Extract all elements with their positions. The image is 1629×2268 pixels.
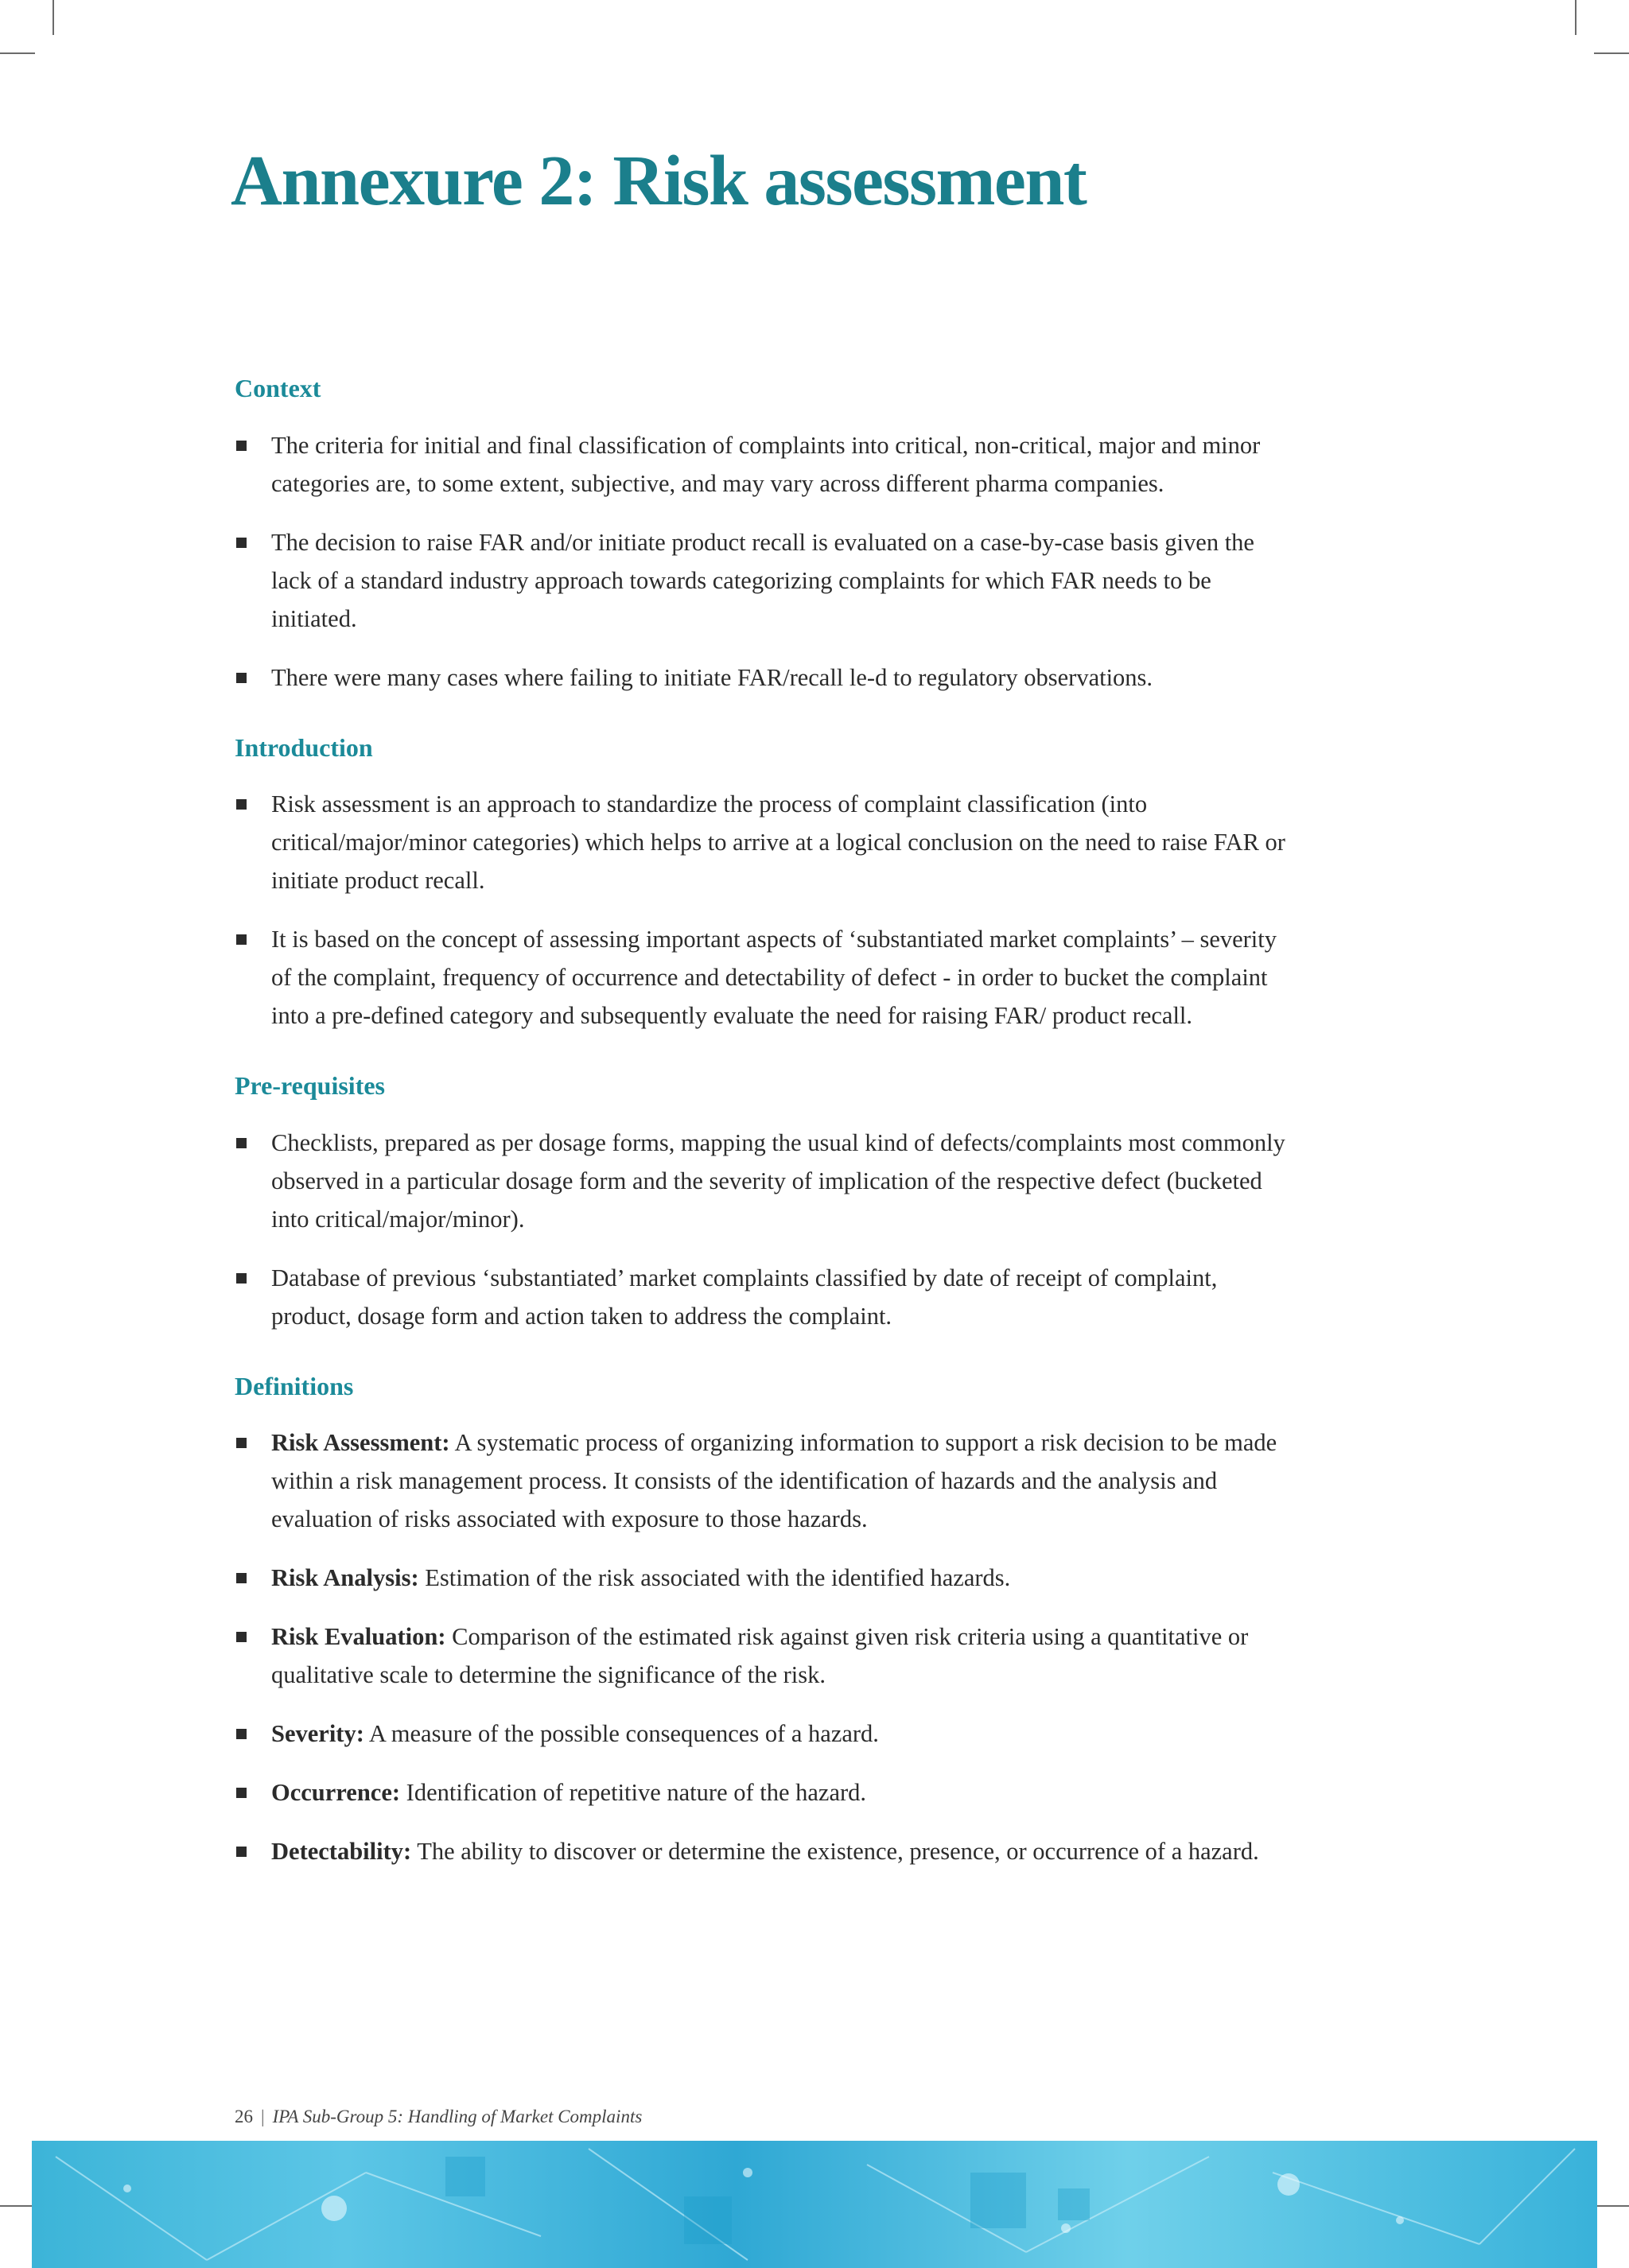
context-list bbox=[235, 426, 1293, 697]
crop-mark bbox=[1594, 52, 1629, 54]
definition-text: A systematic process of organizing information to support a risk decision to be made within a risk management process. It consists of the identification of hazards and the analysis and evaluation of risks associated with exposure to those hazards. bbox=[271, 1429, 1277, 1533]
square-bullet-icon bbox=[236, 1138, 247, 1148]
list-item: The decision to raise FAR and/or initiate product recall is evaluated on a case-by-case basis given the lack of a standard industry approach towards categorizing complaints for which FAR needs to be initiated. bbox=[235, 523, 1293, 638]
crop-mark bbox=[0, 2205, 35, 2207]
definition-text: The ability to discover or determine the existence, presence, or occurrence of a hazard. bbox=[411, 1838, 1259, 1866]
definition-item bbox=[235, 1832, 1293, 1870]
definition-item bbox=[235, 1423, 1293, 1538]
square-bullet-icon bbox=[236, 1847, 247, 1857]
section-heading-introduction: Introduction bbox=[235, 732, 373, 762]
square-bullet-icon bbox=[236, 1729, 247, 1739]
decorative-banner bbox=[32, 2141, 1597, 2268]
introduction-list bbox=[235, 785, 1293, 1035]
definition-text: Identification of repetitive nature of the hazard. bbox=[400, 1779, 867, 1807]
definition-term: Risk Analysis: bbox=[271, 1564, 419, 1592]
footer-separator: | bbox=[261, 2107, 265, 2126]
square-bullet-icon bbox=[236, 1632, 247, 1642]
definition-text: Comparison of the estimated risk against given risk criteria using a quantitative or qualitative scale to determine the significance of the risk. bbox=[271, 1623, 1249, 1689]
square-bullet-icon bbox=[236, 441, 247, 451]
page-title: Annexure 2: Risk assessment bbox=[231, 142, 1087, 220]
square-bullet-icon bbox=[236, 673, 247, 683]
definition-item bbox=[235, 1559, 1293, 1597]
crop-mark bbox=[1594, 2205, 1629, 2207]
square-bullet-icon bbox=[236, 1788, 247, 1798]
square-bullet-icon bbox=[236, 934, 247, 945]
definitions-list bbox=[235, 1423, 1293, 1870]
section-heading-prerequisites: Pre-requisites bbox=[235, 1071, 385, 1101]
crop-mark bbox=[1575, 0, 1577, 35]
list-item: Database of previous ‘substantiated’ market complaints classified by date of receipt of complaint, product, dosage form and action taken to address the complaint. bbox=[235, 1259, 1293, 1335]
list-item: The criteria for initial and final classification of complaints into critical, non-critical, major and minor categories are, to some extent, subjective, and may vary across different pharma companies. bbox=[235, 426, 1293, 503]
definition-item bbox=[235, 1773, 1293, 1812]
crop-mark bbox=[0, 52, 35, 54]
definition-text: A measure of the possible consequences of a hazard. bbox=[364, 1720, 879, 1748]
page-footer bbox=[235, 2107, 642, 2127]
list-item: There were many cases where failing to initiate FAR/recall le-d to regulatory observations. bbox=[235, 658, 1293, 697]
square-bullet-icon bbox=[236, 1573, 247, 1583]
section-heading-context: Context bbox=[235, 374, 321, 402]
definition-item bbox=[235, 1618, 1293, 1694]
definition-term: Detectability: bbox=[271, 1838, 412, 1866]
definition-term: Occurrence: bbox=[271, 1779, 401, 1807]
prerequisites-list bbox=[235, 1124, 1293, 1335]
page-number: 26 bbox=[235, 2107, 253, 2126]
section-heading-definitions: Definitions bbox=[235, 1371, 354, 1400]
list-item: Risk assessment is an approach to standardize the process of complaint classification (into critical/major/minor categories) which helps to arrive at a logical conclusion on the need to raise FAR or initiate product recall. bbox=[235, 785, 1293, 899]
square-bullet-icon bbox=[236, 1273, 247, 1284]
list-item: Checklists, prepared as per dosage forms, mapping the usual kind of defects/complaints most commonly observed in a particular dosage form and the severity of implication of the respective defect (bucketed into critical/major/minor). bbox=[235, 1124, 1293, 1238]
crop-mark bbox=[52, 0, 54, 35]
list-item: It is based on the concept of assessing important aspects of ‘substantiated market complaints’ – severity of the complaint, frequency of occurrence and detectability of defect - in order to bucket the complaint into a pre-defined category and subsequently evaluate the need for raising FAR/ product recall. bbox=[235, 920, 1293, 1035]
square-bullet-icon bbox=[236, 799, 247, 810]
square-bullet-icon bbox=[236, 538, 247, 548]
definition-item bbox=[235, 1715, 1293, 1753]
publication-title: IPA Sub-Group 5: Handling of Market Complaints bbox=[272, 2107, 643, 2126]
definition-term: Risk Evaluation: bbox=[271, 1623, 446, 1651]
definition-text: Estimation of the risk associated with the identified hazards. bbox=[418, 1564, 1011, 1592]
square-bullet-icon bbox=[236, 1438, 247, 1448]
definition-term: Risk Assessment: bbox=[271, 1429, 450, 1457]
network-pattern-icon bbox=[32, 2141, 1597, 2268]
definition-term: Severity: bbox=[271, 1720, 364, 1748]
document-body bbox=[235, 372, 1293, 1905]
